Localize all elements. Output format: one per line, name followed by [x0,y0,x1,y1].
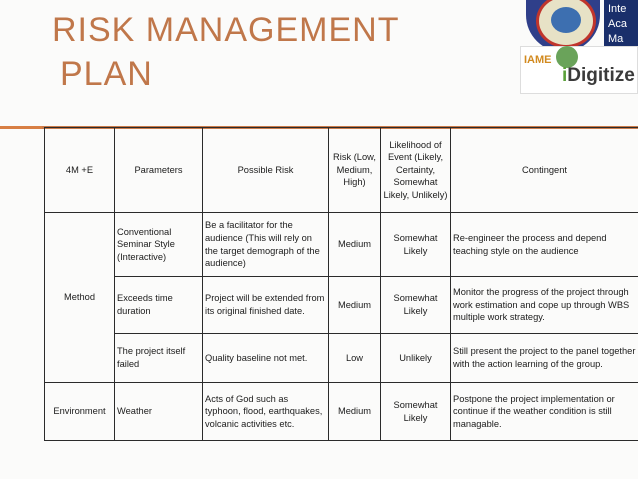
header-parameters: Parameters [115,128,203,213]
table-row [45,213,638,277]
institution-name-banner [604,0,638,52]
header-4m-e: 4M +E [45,128,115,213]
likelihood-cell: Somewhat Likely [381,213,451,277]
contingent-cell: Re-engineer the process and depend teaching style on the audience [451,213,638,277]
header-risk-level: Risk (Low, Medium, High) [329,128,381,213]
seal-center [551,7,581,33]
table-row [45,383,638,441]
slide-title [52,8,399,96]
idigitize-wordmark: iDigitize [562,65,635,86]
slide-title-line1: RISK MANAGEMENT [52,11,400,49]
contingent-cell: Postpone the project implementation or continue if the weather condition is still managable. [451,383,638,441]
contingent-cell: Still present the project to the panel together with the action learning of the group. [451,334,638,383]
risk-cell: Project will be extended from its original finished date. [203,277,329,334]
institution-text-3: Ma [608,33,624,45]
iame-label: IAME [524,54,552,66]
parameter-cell: Weather [115,383,203,441]
institution-seal-logo [526,0,600,52]
header-contingent: Contingent [451,128,638,213]
parameter-cell: Exceeds time duration [115,277,203,334]
institution-text-1: Inte [608,3,627,15]
table-header-row [45,128,638,213]
parameter-cell: Conventional Seminar Style (Interactive) [115,213,203,277]
risk-table [44,127,638,441]
likelihood-cell: Unlikely [381,334,451,383]
slide-title-line2: PLAN [60,55,153,93]
header-possible-risk: Possible Risk [203,128,329,213]
parameter-cell: The project itself failed [115,334,203,383]
level-cell: Medium [329,383,381,441]
table-row [45,277,638,334]
risk-cell: Be a facilitator for the audience (This will rely on the target demograph of the audience) [203,213,329,277]
level-cell: Low [329,334,381,383]
title-underline-accent [0,126,42,129]
category-method: Method [45,213,115,383]
institution-text-2: Aca [608,18,627,30]
risk-cell: Quality baseline not met. [203,334,329,383]
likelihood-cell: Somewhat Likely [381,383,451,441]
likelihood-cell: Somewhat Likely [381,277,451,334]
risk-cell: Acts of God such as typhoon, flood, earthquakes, volcanic activities etc. [203,383,329,441]
header-likelihood: Likelihood of Event (Likely, Certainty, Somewhat Likely, Unlikely) [381,128,451,213]
table-row [45,334,638,383]
level-cell: Medium [329,277,381,334]
category-environment: Environment [45,383,115,441]
seal-ring [536,0,596,48]
level-cell: Medium [329,213,381,277]
contingent-cell: Monitor the progress of the project through work estimation and cope up through WBS multiple work strategy. [451,277,638,334]
